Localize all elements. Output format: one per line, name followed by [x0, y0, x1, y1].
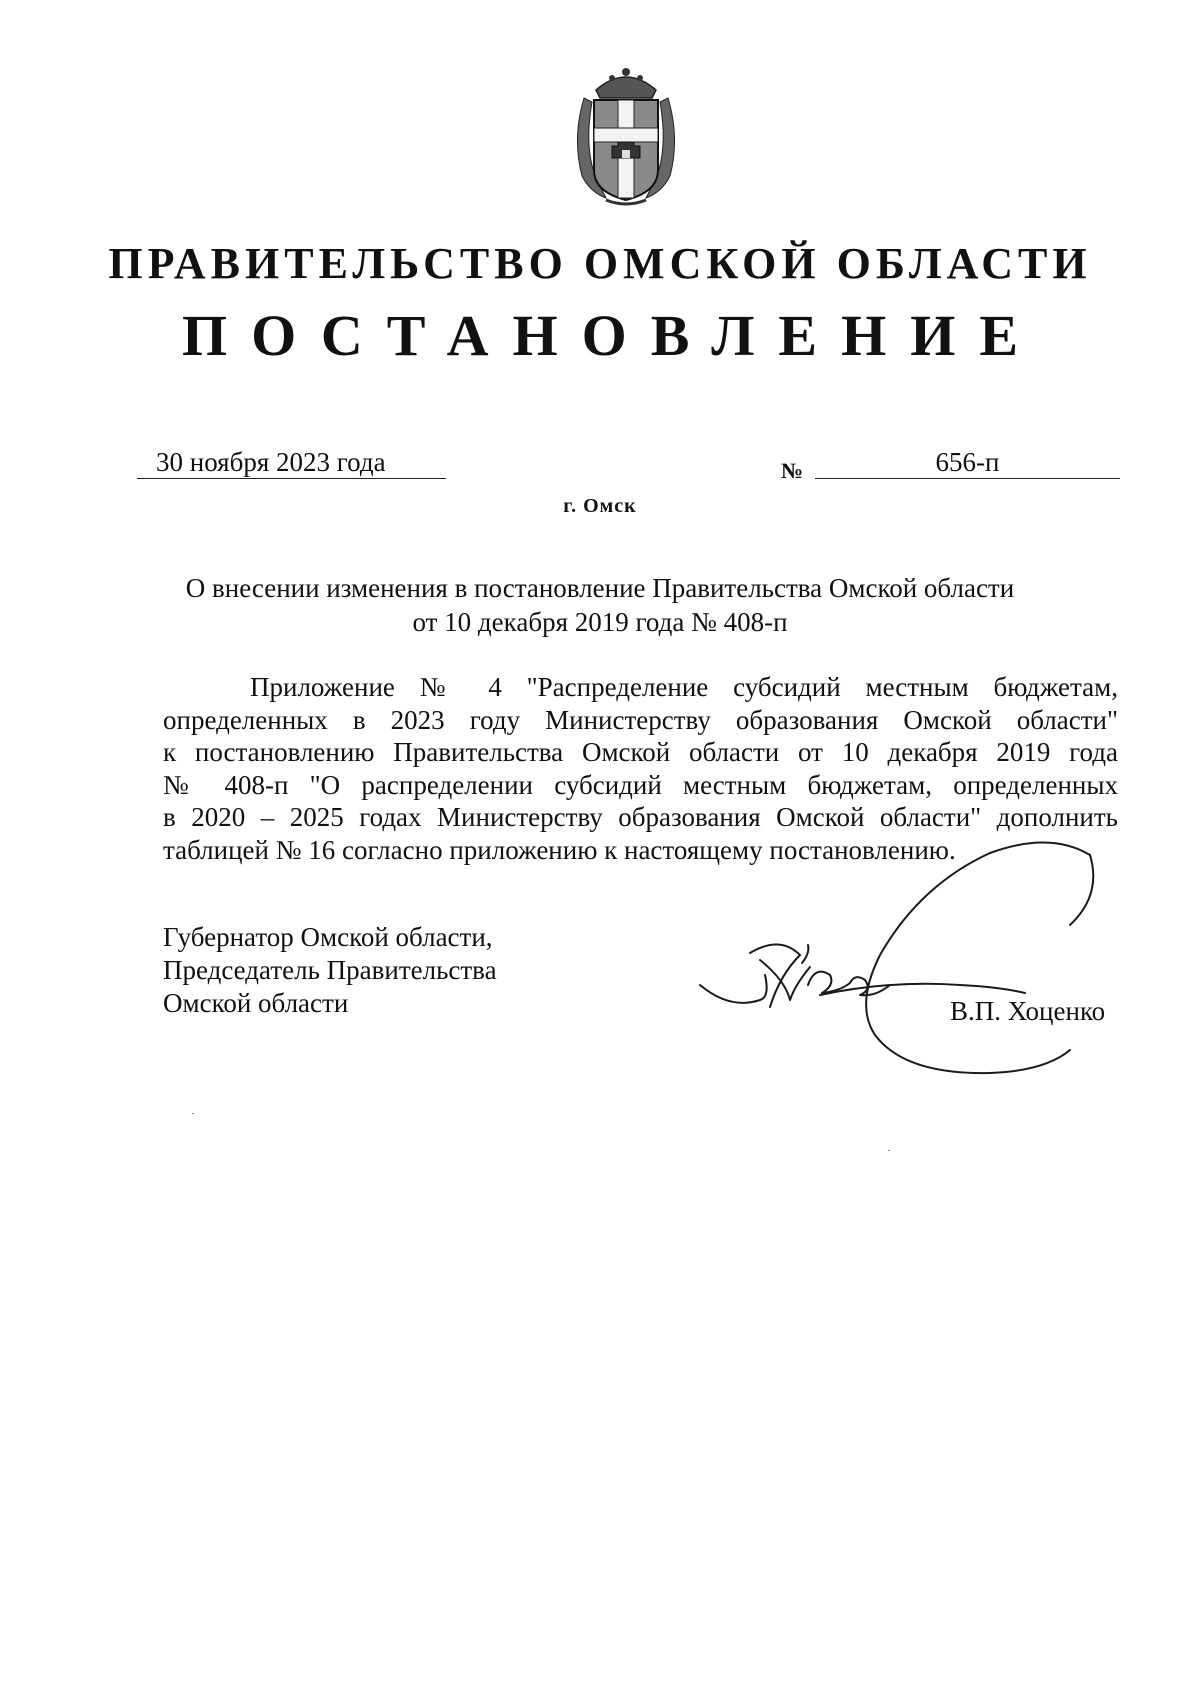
coat-of-arms-icon	[566, 58, 686, 208]
signer-position-line: Губернатор Омской области,	[163, 922, 493, 952]
subject-line: О внесении изменения в постановление Правительства Омской области	[185, 573, 1015, 603]
document-type-title: ПОСТАНОВЛЕНИЕ	[181, 303, 1043, 368]
signer-position	[163, 921, 497, 1020]
document-date: 30 ноября 2023 года	[137, 446, 446, 479]
signer-position-line: Омской области	[163, 988, 349, 1018]
body-line: к постановлению Правительства Омской области от 10 декабря 2019 года	[163, 737, 1118, 768]
body-line: в 2020 – 2025 годах Министерству образования Омской области" дополнить	[163, 802, 1118, 833]
scan-speck	[192, 1113, 194, 1114]
body-line: Приложение № 4 "Распределение субсидий местным бюджетам,	[250, 672, 1118, 702]
body-line: определенных в 2023 году Министерству образования Омской области"	[163, 704, 1118, 735]
subject-line: от 10 декабря 2019 года № 408-п	[412, 607, 788, 637]
handwritten-signature-icon	[690, 835, 1110, 1080]
scan-speck	[888, 1150, 890, 1151]
city-label: г. Омск	[563, 495, 637, 517]
body-line: № 408-п "О распределении субсидий местным бюджетам, определенных	[163, 769, 1118, 800]
signer-name: В.П. Хоценко	[950, 996, 1106, 1026]
signer-position-line: Председатель Правительства	[163, 955, 497, 985]
organization-title: ПРАВИТЕЛЬСТВО ОМСКОЙ ОБЛАСТИ	[108, 239, 1092, 288]
number-sign: №	[781, 458, 804, 483]
body-line: таблицей № 16 согласно приложению к настоящему постановлению.	[163, 834, 956, 865]
document-subject	[150, 571, 1050, 639]
document-number: 656-п	[815, 446, 1120, 479]
